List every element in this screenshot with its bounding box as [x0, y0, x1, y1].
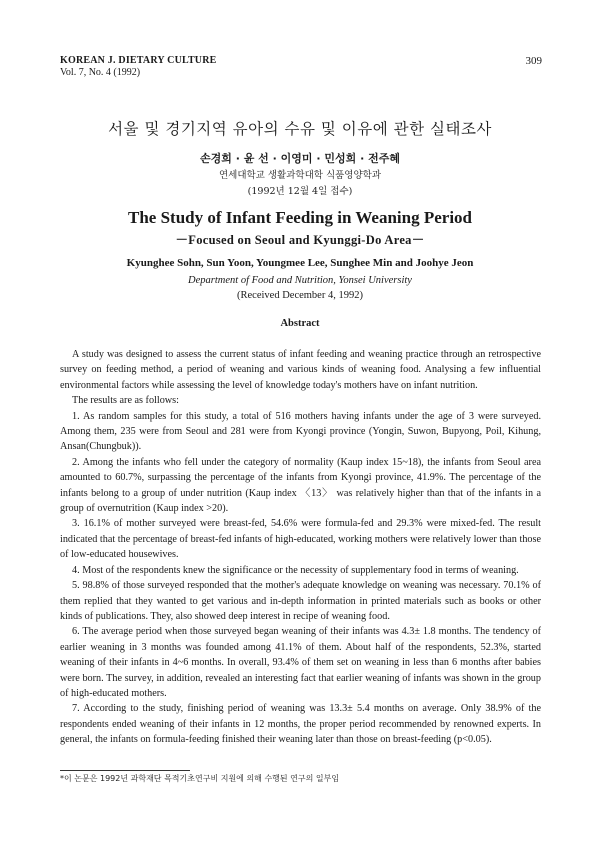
abstract-heading: Abstract [280, 318, 320, 329]
korean-authors: 손경희 · 윤 선 · 이영미 · 민성희 · 전주혜 [200, 152, 400, 165]
abstract-paragraph: 7. According to the study, finishing period of weaning was 13.3± 5.4 months on average. Only 38.9% of the respondents ended weaning of their infants in 12 months, the proper period recommended by renowned experts. In general, the infants on formula-feeding finished their weaning later than those on breast-feeding (p<0.05). [60, 703, 541, 746]
korean-title: 서울 및 경기지역 유아의 수유 및 이유에 관한 실태조사 [108, 120, 492, 138]
english-department: Department of Food and Nutrition, Yonsei University [188, 275, 412, 286]
abstract-paragraph: 4. Most of the respondents knew the significance or the necessity of supplementary food in terms of weaning. [72, 564, 519, 576]
english-authors: Kyunghee Sohn, Sun Yoon, Youngmee Lee, Sunghee Min and Joohye Jeon [126, 257, 474, 269]
page-number: 309 [525, 55, 542, 67]
korean-department: 연세대학교 생활과학대학 식품영양학과 [218, 170, 382, 181]
journal-header [60, 55, 217, 79]
korean-received-date: (1992년 12월 4일 접수) [247, 186, 353, 197]
footnote-divider [60, 770, 190, 771]
abstract-paragraph: A study was designed to assess the current status of infant feeding and weaning practice through an retrospective survey on feeding method, a period of weaning and various kinds of weaning food. Analysing a few influential environmental factors while assessing the level of knowledge today's mothers have on infant nutrition. [60, 349, 541, 391]
abstract-paragraph: 5. 98.8% of those surveyed responded that the mother's adequate knowledge on weaning was necessary. 70.1% of them replied that they wanted to get various and in-depth information in printed materials such as books or other kinds of publications. They, also showed deep interest in recipe of weaning food. [60, 580, 541, 622]
english-received-date: (Received December 4, 1992) [237, 290, 363, 301]
abstract-paragraph: The results are as follows: [72, 395, 179, 407]
abstract-paragraph: 1. As random samples for this study, a total of 516 mothers having infants under the age of 3 were surveyed. Among them, 235 were from Seoul and 281 were from Kyongi province (Yongin, Suwon, Bupyong, Poil, Kihung, Ansan(Chungbuk)). [60, 410, 541, 453]
abstract-paragraph: 2. Among the infants who fell under the category of normality (Kaup index 15~18), the infants from Seoul area amounted to 60.7%, surpassing the percentage of the infants from Kyongi province, 41.9%. The percentage of the infants belong to a group of under nutrition (Kaup index 〈13〉 was relatively higher than that of the infants in a group of overnutrition (Kaup index >20). [60, 456, 541, 515]
abstract-paragraph: 3. 16.1% of mother surveyed were breast-fed, 54.6% were formula-fed and 29.3% were mixed-fed. The result indicated that the percentage of breast-fed infants of high-educated, working mothers were relatively lower than those of low-educated housewives. [60, 518, 541, 561]
footnote: *이 논문은 1992년 과학재단 목적기초연구비 지원에 의해 수행된 연구의 일부임 [60, 774, 340, 783]
english-subtitle: －Focused on Seoul and Kyunggi-Do Area－ [175, 233, 425, 247]
abstract-paragraph: 6. The average period when those surveyed began weaning of their infants was 4.3± 1.8 months. The tendency of earlier weaning in 3 months was founded among 41.1% of them. About half of the respondents, 52.3%, started weaning of their infants in 4~6 months. In overall, 93.4% of them set on weaning in less than 6 months after babies were born. The survey, in addition, revealed an interesting fact that earlier weaning of infants was shown in the group of high-educated mothers. [60, 626, 541, 699]
journal-volume: Vol. 7, No. 4 (1992) [60, 67, 141, 78]
abstract-body [60, 347, 541, 748]
english-title: The Study of Infant Feeding in Weaning Period [128, 208, 472, 227]
journal-name: KOREAN J. DIETARY CULTURE [60, 55, 217, 66]
